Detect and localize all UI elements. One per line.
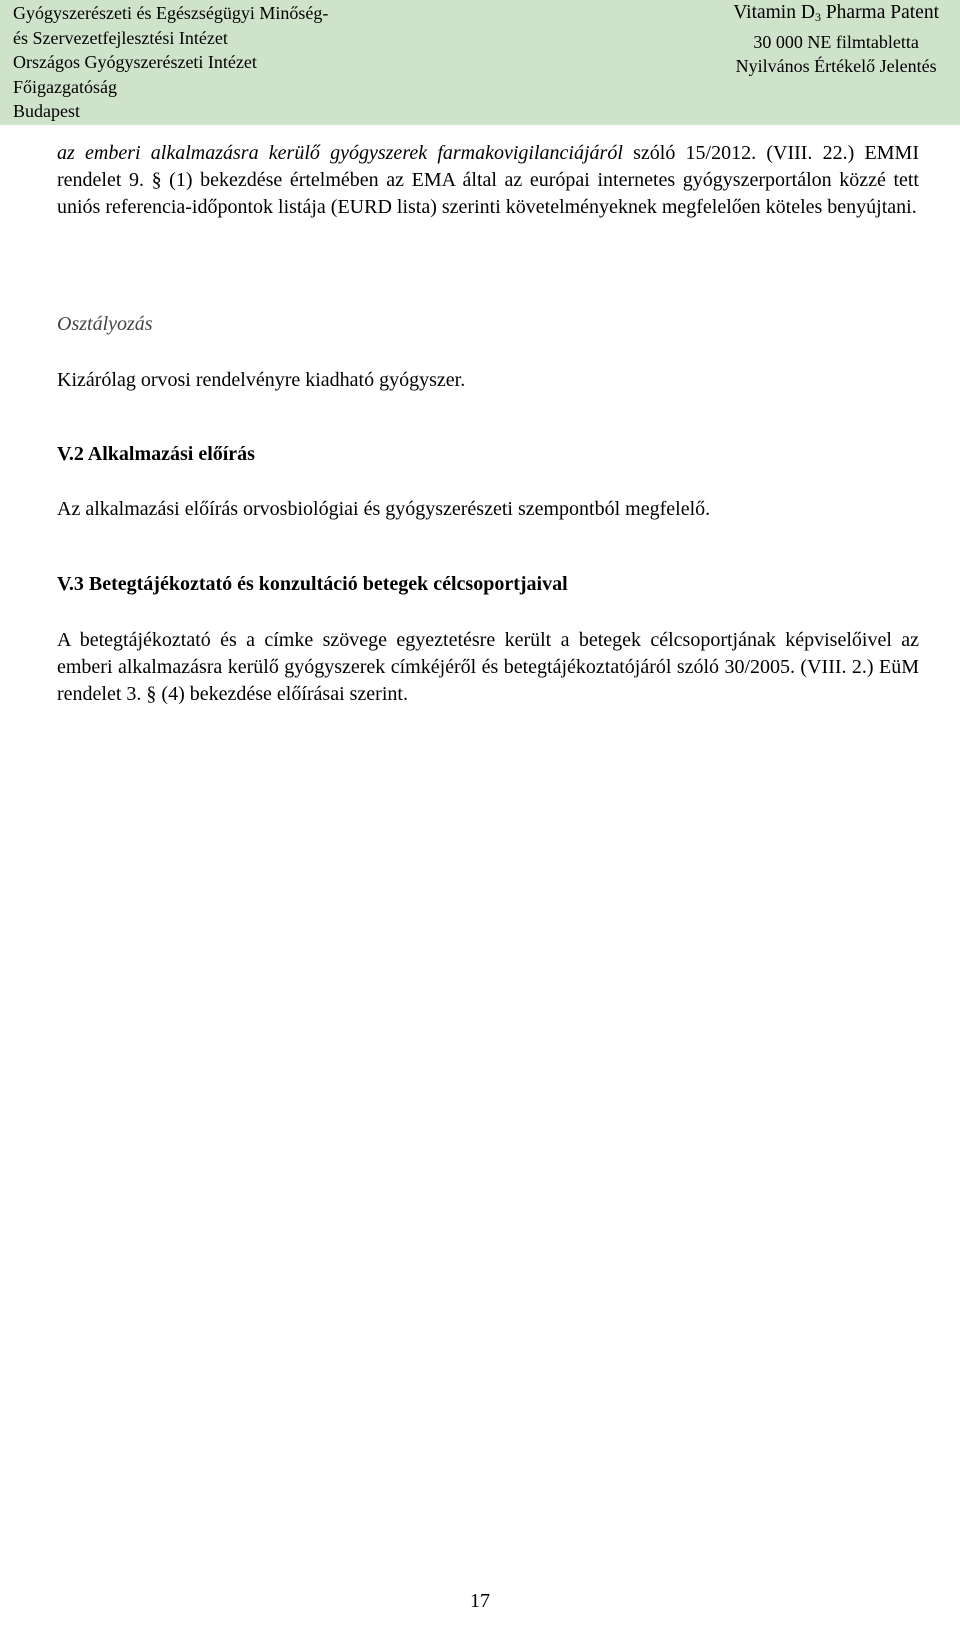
section-v2-text-block [57,496,919,523]
product-name [733,1,939,30]
report-type: Nyilvános Értékelő Jelentés [735,56,937,76]
page-header [0,0,960,125]
header-institution-line: Főigazgatóság [13,76,117,97]
section-v3-text-block [57,627,919,708]
header-product [733,1,939,79]
product-name-suffix: Pharma Patent [820,2,939,23]
section-v3-text: A betegtájékoztató és a címke szövege egyeztetésre került a betegek célcsoportjának képviselőivel az emberi alkalmazásra kerülő gyógyszerek címkéjéről és betegtájékoztatójáról szóló 30/2005. (VIII. 2.) EüM rendelet 3. § (4) bekezdése előírásai szerint. [57,629,919,705]
intro-text: szóló 15/2012. (VIII. 22.) EMMI rendelet 9. § (1) bekezdése értelmében az EMA által az európai internetes gyógyszerportálon közzé tett uniós referencia-időpontok listája (EURD lista) szerinti követelményeknek megfelelően köteles benyújtani. [57,142,919,218]
header-institution-line: Országos Gyógyszerészeti Intézet [13,52,257,72]
classification-text: Kizárólag orvosi rendelvényre kiadható gyógyszer. [57,369,466,391]
intro-paragraph-block [57,140,919,221]
page-number: 17 [470,1590,490,1612]
product-form: 30 000 NE filmtabletta [753,31,919,52]
product-name-subscript: 3 [814,10,821,24]
section-v3-heading: V.3 Betegtájékoztató és konzultáció betegek célcsoportjaival [57,573,568,595]
intro-paragraph [57,140,919,221]
intro-italic-text: az emberi alkalmazásra kerülő gyógyszerek farmakovigilanciájáról [57,142,623,164]
header-institution-line: és Szervezetfejlesztési Intézet [13,27,228,48]
header-institution-line: Budapest [13,101,80,121]
classification-heading: Osztályozás [57,313,153,335]
section-v3 [57,571,919,598]
header-institution [13,1,328,124]
section-v2 [57,441,919,468]
header-institution-line: Gyógyszerészeti és Egészségügyi Minőség- [13,3,329,23]
section-v2-text: Az alkalmazási előírás orvosbiológiai és gyógyszerészeti szempontból megfelelő. [57,498,711,520]
section-v2-heading: V.2 Alkalmazási előírás [57,443,255,465]
classification-text-block [57,367,919,394]
product-name-prefix: Vitamin D [733,2,815,23]
classification-heading-block [57,311,919,338]
